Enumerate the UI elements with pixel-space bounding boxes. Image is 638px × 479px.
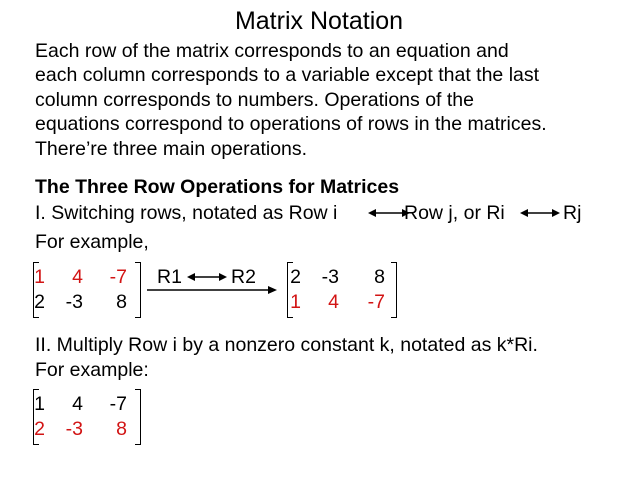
slide-title: Matrix Notation bbox=[234, 7, 404, 35]
intro-line: Each row of the matrix corresponds to an equation and bbox=[35, 40, 509, 62]
intro-line: column corresponds to numbers. Operations of the bbox=[35, 88, 474, 111]
matrix-cell: -7 bbox=[109, 393, 127, 415]
op2-text: II. Multiply Row i by a nonzero constant k, notated as k*Ri. bbox=[35, 334, 538, 356]
right-bracket bbox=[135, 262, 141, 318]
matrix-cell: 1 bbox=[290, 291, 301, 313]
matrix-cell: -3 bbox=[321, 266, 339, 288]
op1-text-c: Rj bbox=[563, 202, 582, 224]
matrix-cell: -7 bbox=[109, 266, 127, 288]
op1-text-a: I. Switching rows, notated as Row i bbox=[35, 202, 338, 224]
matrix-cell: 2 bbox=[290, 266, 301, 288]
swap-label-left: R1 bbox=[157, 266, 182, 288]
matrix-cell: 1 bbox=[34, 266, 45, 288]
double-arrow-icon bbox=[187, 270, 227, 284]
right-bracket bbox=[135, 389, 141, 445]
swap-label-right: R2 bbox=[231, 266, 256, 288]
matrix-cell: 4 bbox=[72, 266, 83, 288]
matrix-cell: 8 bbox=[116, 291, 127, 313]
intro-line: equations correspond to operations of rows in the matrices. bbox=[35, 113, 547, 136]
matrix-cell: 8 bbox=[374, 266, 385, 288]
intro-line: each column corresponds to a variable except that the last bbox=[35, 64, 540, 87]
op1-text-b: Row j, or Ri bbox=[404, 202, 505, 224]
matrix-cell: 8 bbox=[116, 418, 127, 440]
matrix-swapped bbox=[287, 262, 397, 318]
right-arrow-icon bbox=[147, 283, 277, 297]
matrix-cell: 1 bbox=[34, 393, 45, 415]
matrix-example-two bbox=[33, 389, 141, 445]
matrix-cell: 2 bbox=[34, 418, 45, 440]
right-bracket bbox=[391, 262, 397, 318]
matrix-cell: -3 bbox=[65, 291, 83, 313]
intro-line: There’re three main operations. bbox=[35, 137, 308, 160]
matrix-cell: -3 bbox=[65, 418, 83, 440]
example1-label: For example, bbox=[35, 231, 149, 253]
double-arrow-icon bbox=[520, 206, 560, 220]
matrix-cell: 2 bbox=[34, 291, 45, 313]
matrix-cell: -7 bbox=[367, 291, 385, 313]
section-heading: The Three Row Operations for Matrices bbox=[35, 176, 400, 198]
intro-paragraph bbox=[35, 39, 635, 161]
matrix-cell: 4 bbox=[72, 393, 83, 415]
example2-label: For example: bbox=[35, 359, 149, 381]
matrix-cell: 4 bbox=[328, 291, 339, 313]
matrix-original bbox=[33, 262, 141, 318]
